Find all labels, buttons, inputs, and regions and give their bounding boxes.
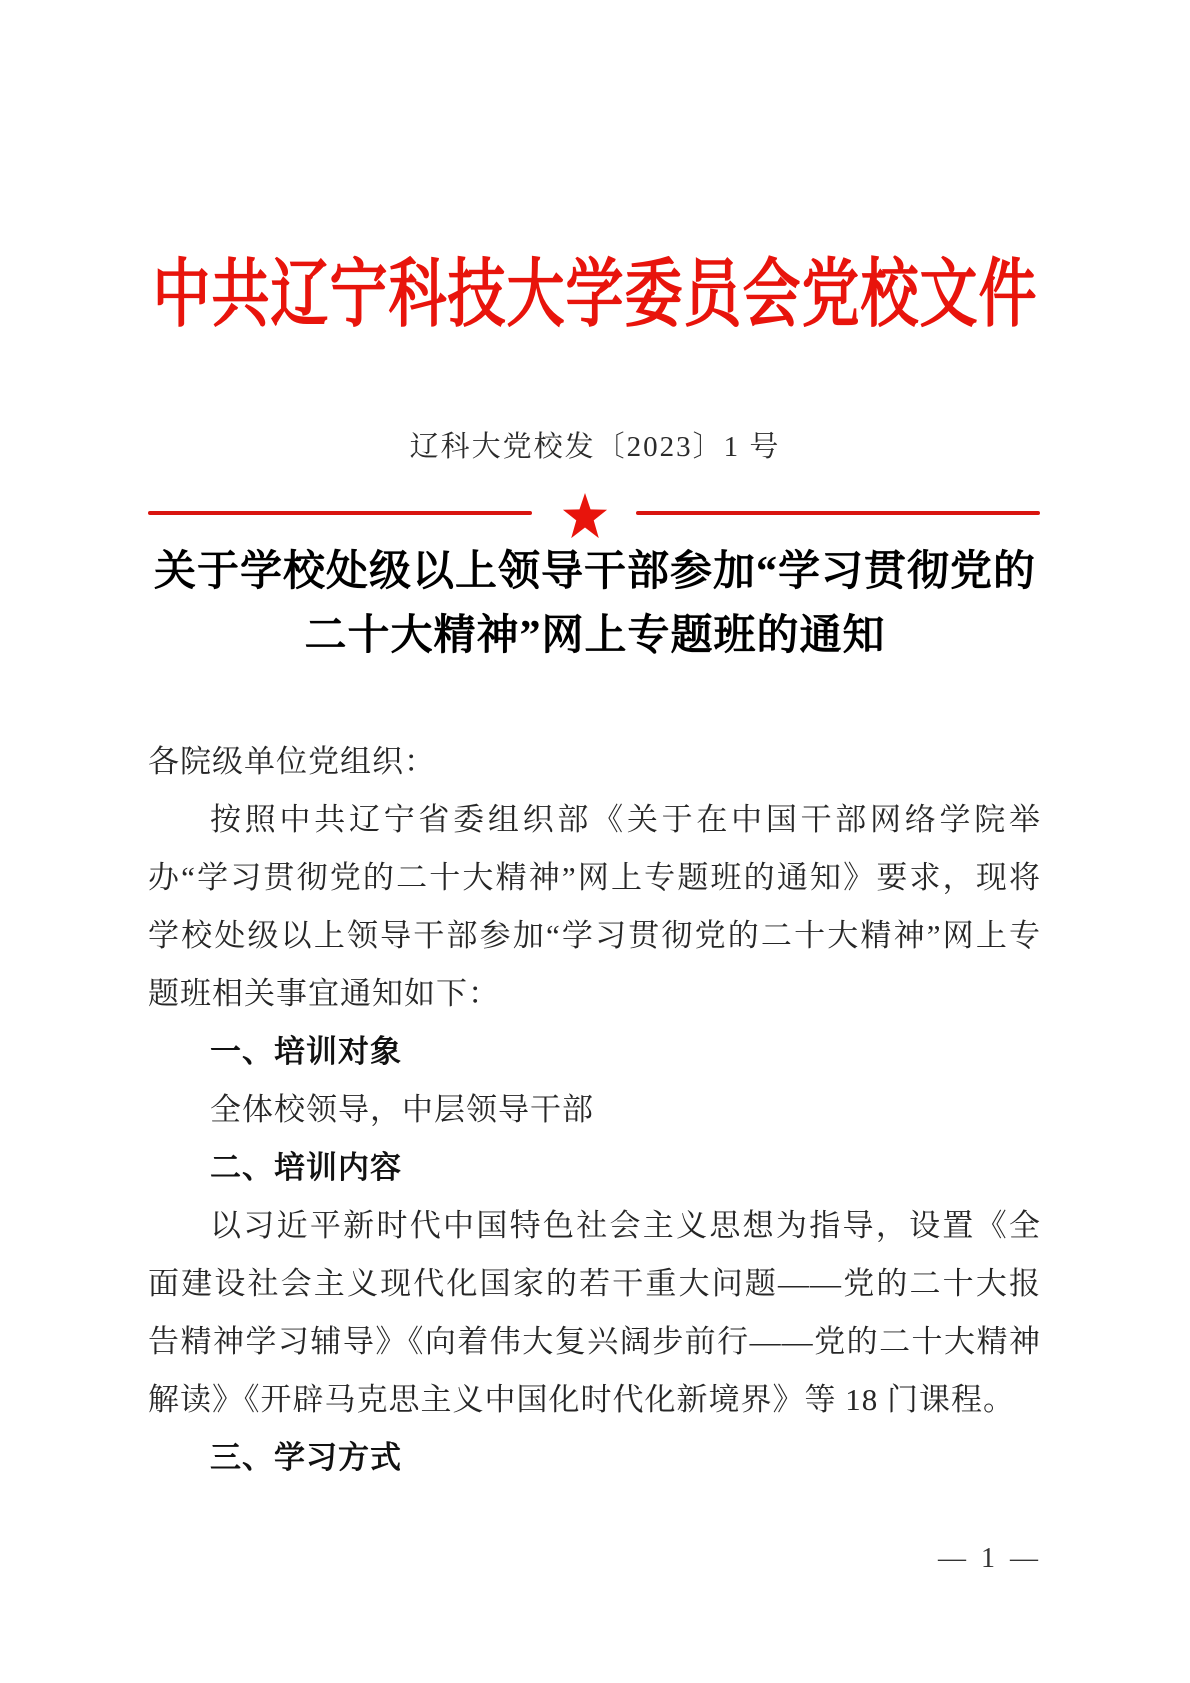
section-heading-training-content: 二、培训内容 bbox=[210, 1150, 402, 1185]
document-body bbox=[148, 733, 1041, 1487]
red-divider-right bbox=[636, 511, 1040, 515]
section-content-training-target: 全体校领导，中层领导干部 bbox=[210, 1092, 594, 1127]
document-title-line-2: 二十大精神”网上专题班的通知 bbox=[304, 613, 886, 659]
section-content-training-content: 以习近平新时代中国特色社会主义思想为指导，设置《全面建设社会主义现代化国家的若干重大问题——党的二十大报告精神学习辅导》《向着伟大复兴阔步前行——党的二十大精神解读》《开辟马克思主义中国化时代化新境界》等 18 门课程。 bbox=[148, 1208, 1041, 1417]
document-reference-number: 辽科大党校发〔2023〕1 号 bbox=[409, 431, 781, 463]
document-title bbox=[0, 540, 1190, 668]
salutation-line: 各院级单位党组织： bbox=[148, 744, 436, 779]
section-heading-study-method: 三、学习方式 bbox=[210, 1440, 402, 1475]
intro-paragraph: 按照中共辽宁省委组织部《关于在中国干部网络学院举办“学习贯彻党的二十大精神”网上专题班的通知》要求，现将学校处级以上领导干部参加“学习贯彻党的二十大精神”网上专题班相关事宜通知如下： bbox=[148, 802, 1041, 1011]
red-divider-left bbox=[148, 511, 532, 515]
page-number: — 1 — bbox=[938, 1543, 1042, 1574]
section-heading-training-target: 一、培训对象 bbox=[210, 1034, 402, 1069]
red-star-icon bbox=[562, 493, 608, 541]
issuing-authority-banner: 中共辽宁科技大学委员会党校文件 bbox=[152, 252, 1038, 337]
document-title-line-1: 关于学校处级以上领导干部参加“学习贯彻党的 bbox=[153, 549, 1036, 595]
